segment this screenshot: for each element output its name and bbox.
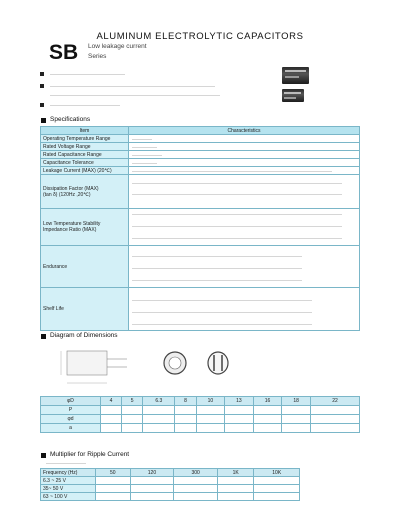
- faint-text: [132, 194, 342, 195]
- series-subtitle: Low leakage current: [88, 43, 147, 50]
- capacitor-bottom-view: [208, 352, 228, 374]
- faint-text: [132, 139, 152, 140]
- feature-line: [50, 95, 220, 96]
- ripple-frequency: 120: [130, 469, 174, 477]
- feature-line: [50, 74, 125, 75]
- faint-text: [132, 280, 302, 281]
- faint-text: [132, 147, 157, 148]
- ripple-row-label: 63 ~ 100 V: [41, 493, 96, 501]
- ripple-frequency: 300: [174, 469, 218, 477]
- spec-row-label: Leakage Current (MAX) (20℃): [41, 167, 129, 175]
- dimension-size: 22: [311, 397, 360, 406]
- table-header-characteristics: Characteristics: [129, 127, 360, 135]
- section-marker: [41, 453, 46, 458]
- faint-text: [132, 238, 342, 239]
- spec-row-label-line: (tan δ) (120Hz ,20℃): [43, 191, 91, 198]
- dimension-row-label: P: [41, 406, 101, 415]
- faint-text: [132, 183, 342, 184]
- dimension-size: 16: [253, 397, 282, 406]
- dimension-row-label: a: [41, 424, 101, 433]
- spec-row-label: Rated Voltage Range: [41, 143, 129, 151]
- section-title-specifications: Specifications: [50, 116, 91, 123]
- dimension-size: 10: [196, 397, 225, 406]
- table-header-item: Item: [41, 127, 129, 135]
- section-title-diagram: Diagram of Dimensions: [50, 332, 118, 339]
- feature-line: [50, 86, 215, 87]
- spec-row-label-dissipation: [41, 175, 129, 209]
- spec-row-label: Capacitance Tolerance: [41, 159, 129, 167]
- section-marker: [41, 118, 46, 123]
- ripple-frequency: 1K: [218, 469, 254, 477]
- spec-row-label-line: Dissipation Factor (MAX): [43, 185, 99, 192]
- series-label: Series: [88, 53, 107, 60]
- dimension-table: [40, 396, 360, 433]
- feature-line: [50, 105, 120, 106]
- faint-text: [132, 300, 312, 301]
- feature-bullet: [40, 72, 44, 76]
- page-title: ALUMINUM ELECTROLYTIC CAPACITORS: [96, 31, 304, 42]
- capacitor-photo: [282, 89, 304, 102]
- spec-row-label-impedance: [41, 209, 129, 246]
- faint-text: [132, 155, 162, 156]
- faint-text: [132, 312, 312, 313]
- dimension-size: 18: [282, 397, 311, 406]
- section-title-multiplier: Multiplier for Ripple Current: [50, 451, 130, 458]
- dimension-size: 13: [225, 397, 254, 406]
- faint-text: [132, 256, 302, 257]
- faint-text: [46, 463, 86, 464]
- dimension-diagram: [55, 343, 245, 391]
- faint-text: [132, 268, 302, 269]
- capacitor-photo: [282, 67, 309, 84]
- section-marker: [41, 334, 46, 339]
- ripple-row-label: 35~ 50 V: [41, 485, 96, 493]
- capacitor-body-side: [67, 351, 107, 375]
- faint-text: [132, 226, 342, 227]
- spec-row-label: Shelf Life: [41, 288, 129, 331]
- ripple-row-label: 6.3 ~ 25 V: [41, 477, 96, 485]
- ripple-frequency: 10K: [254, 469, 300, 477]
- dimension-size: 4: [101, 397, 122, 406]
- dimension-size: 6.3: [143, 397, 175, 406]
- spec-row-label-line: Impedance Ratio (MAX): [43, 227, 97, 233]
- faint-text: [132, 324, 312, 325]
- spec-row-label: Operating Temperature Range: [41, 135, 129, 143]
- dimension-size: 5: [122, 397, 143, 406]
- spec-row-label: Rated Capacitance Range: [41, 151, 129, 159]
- faint-text: [132, 171, 332, 172]
- spec-row-label: Endurance: [41, 246, 129, 288]
- dimension-row-label: φD: [41, 397, 101, 406]
- spec-row-label-line: Low Temperature Stability: [43, 221, 101, 227]
- feature-bullet: [40, 103, 44, 107]
- ripple-multiplier-table: [40, 468, 300, 501]
- feature-bullet: [40, 84, 44, 88]
- faint-text: [132, 214, 342, 215]
- faint-text: [132, 163, 157, 164]
- ripple-header-label: Frequency (Hz): [41, 469, 96, 477]
- dimension-size: 8: [175, 397, 196, 406]
- dimension-row-label: φd: [41, 415, 101, 424]
- series-code: SB: [49, 41, 79, 64]
- ripple-frequency: 50: [96, 469, 131, 477]
